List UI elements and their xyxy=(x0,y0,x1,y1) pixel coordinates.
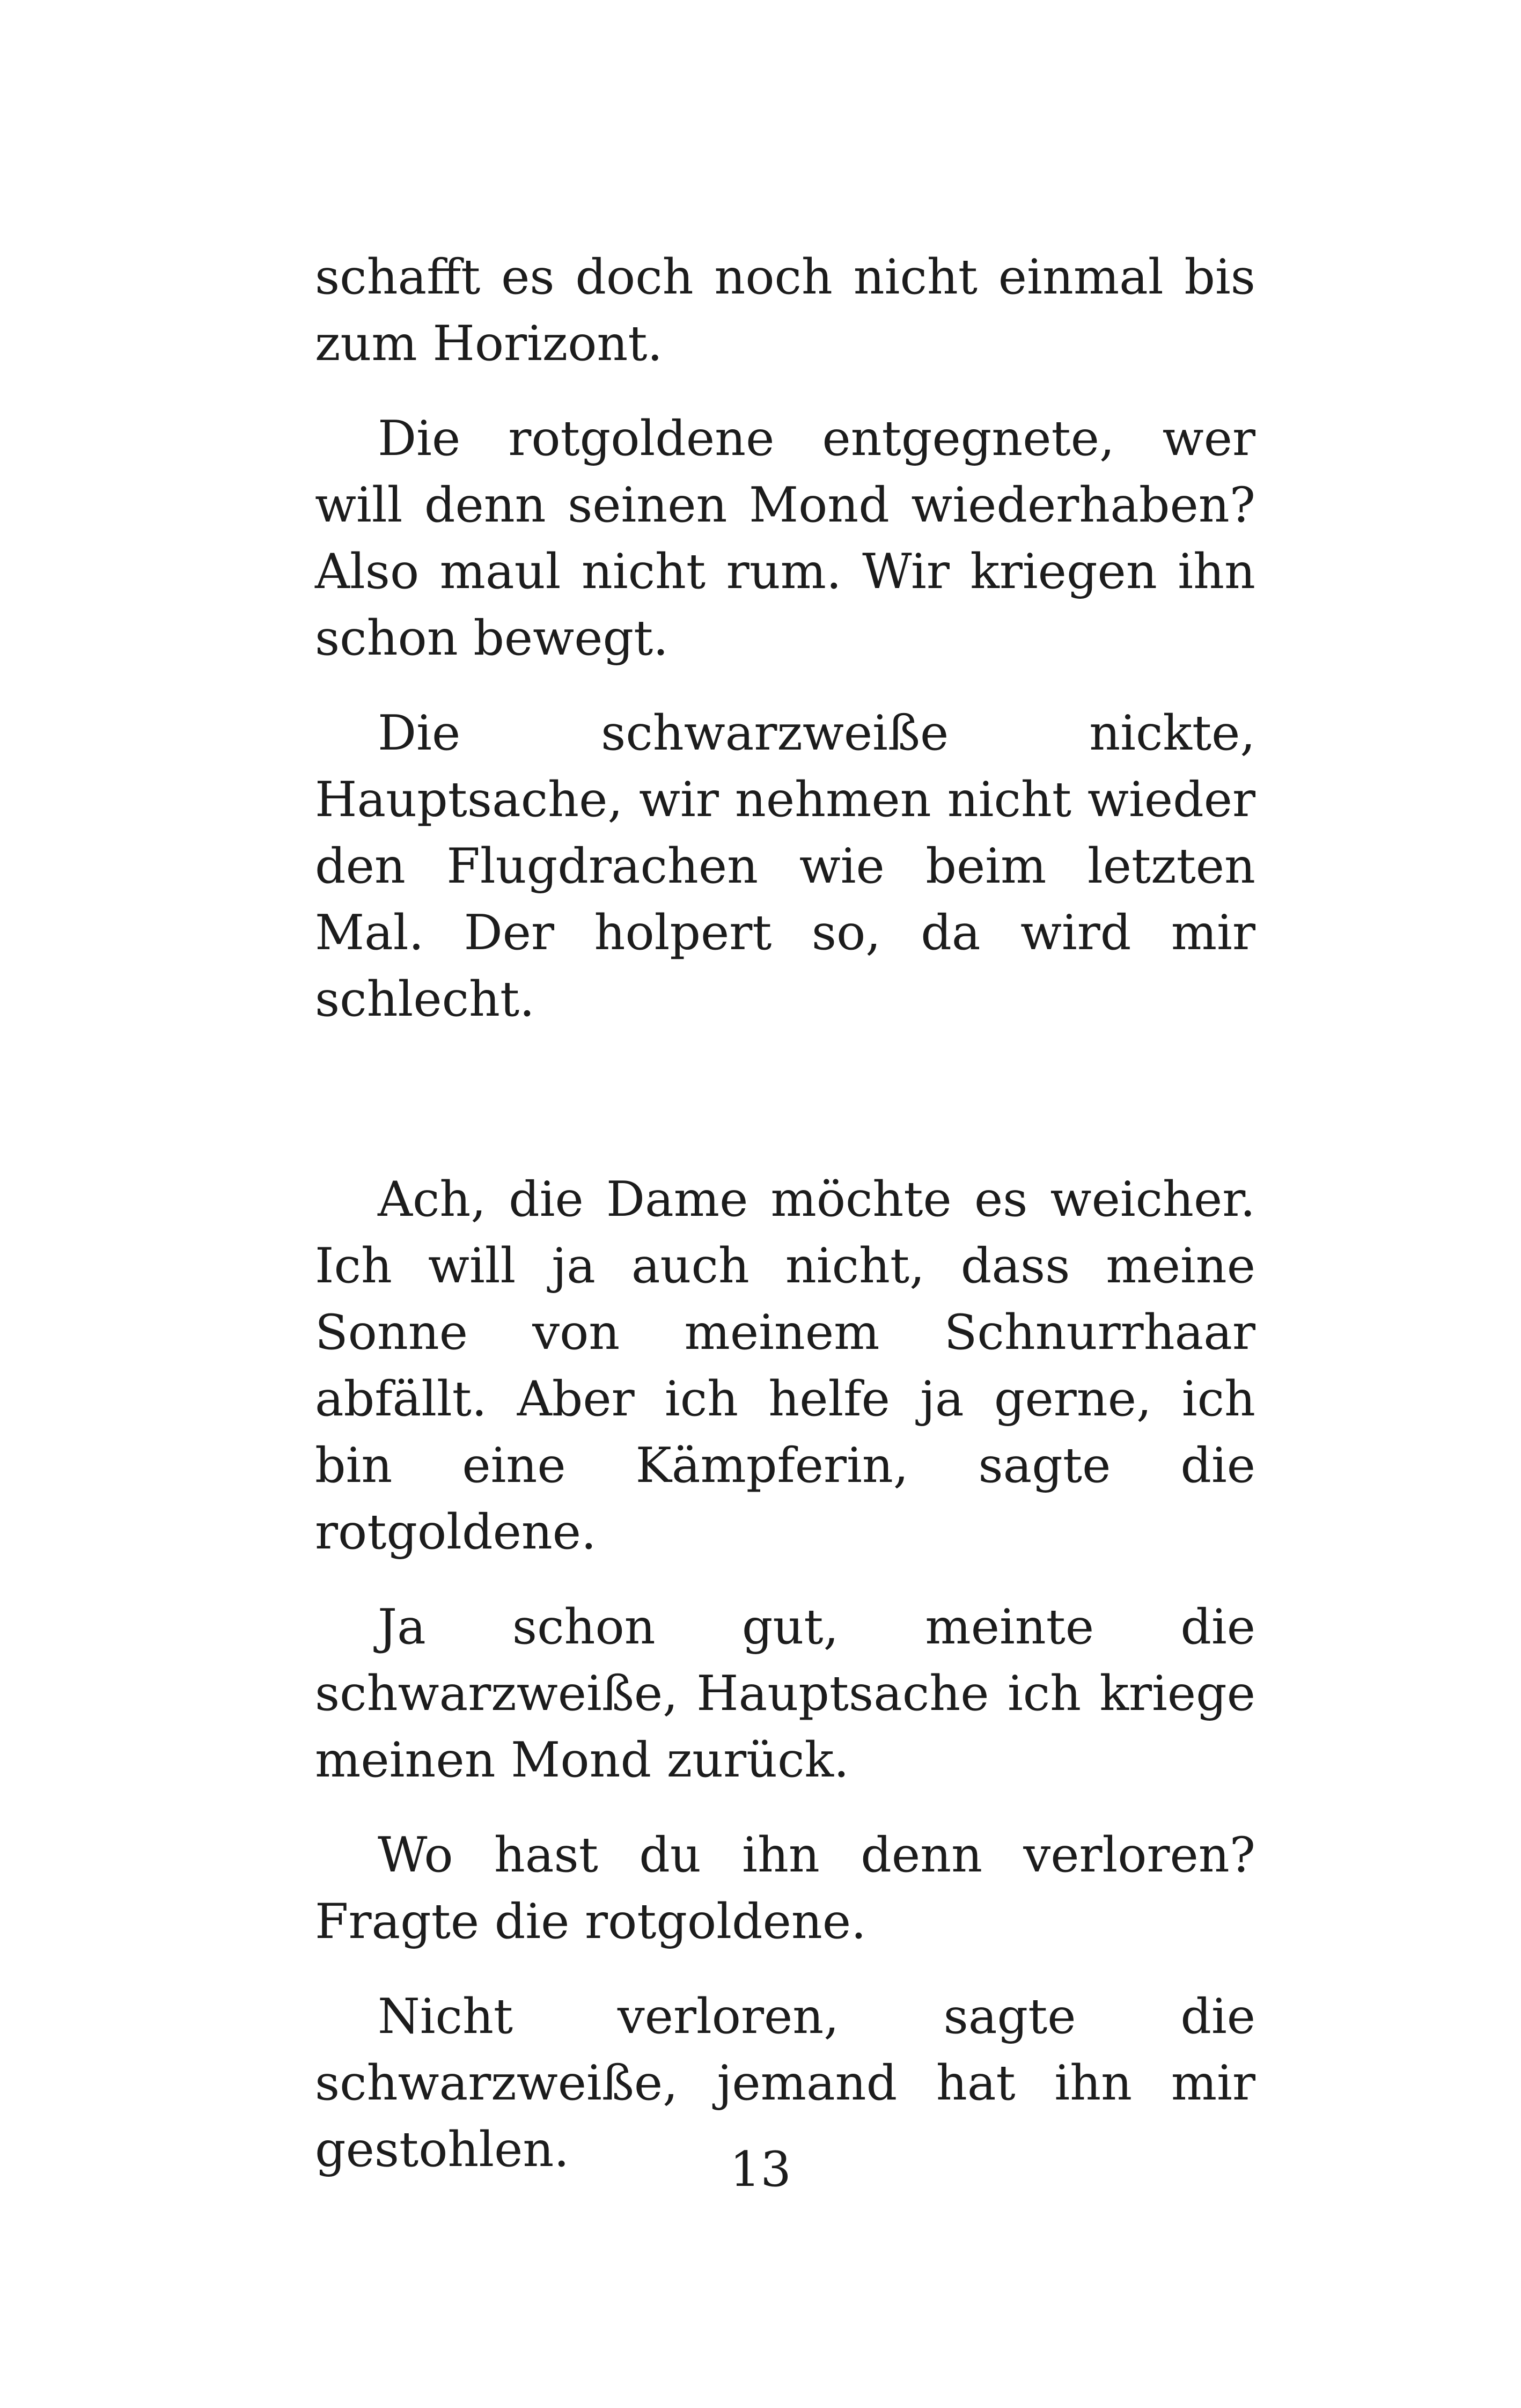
paragraph-4: Ach, die Dame möchte es weicher. Ich will ja auch nicht, dass meine Sonne von meinem Schnurrhaar abfällt. Aber ich helfe ja gerne, ich bin eine Kämpferin, sagte die rotgoldene. xyxy=(315,1171,1255,1560)
paragraph-2: Die rotgoldene entgegnete, wer will denn seinen Mond wiederhaben? Also maul nicht rum. Wir kriegen ihn schon bewegt. xyxy=(315,410,1255,666)
paragraph-3: Die schwarzweiße nickte, Hauptsache, wir nehmen nicht wieder den Flugdrachen wie beim letzten Mal. Der holpert so, da wird mir schlecht. xyxy=(315,705,1255,1027)
body-text xyxy=(315,244,1255,2183)
paragraph-1: schafft es doch noch nicht einmal bis zum Horizont. xyxy=(315,249,1255,372)
paragraph-7: Nicht verloren, sagte die schwarzweiße, jemand hat ihn mir gestohlen. xyxy=(315,1988,1255,2178)
paragraph-6: Wo hast du ihn denn verloren? Fragte die rotgoldene. xyxy=(315,1827,1255,1950)
page-number: 13 xyxy=(730,2141,791,2198)
paragraph-5: Ja schon gut, meinte die schwarzweiße, Hauptsache ich kriege meinen Mond zurück. xyxy=(315,1599,1255,1788)
